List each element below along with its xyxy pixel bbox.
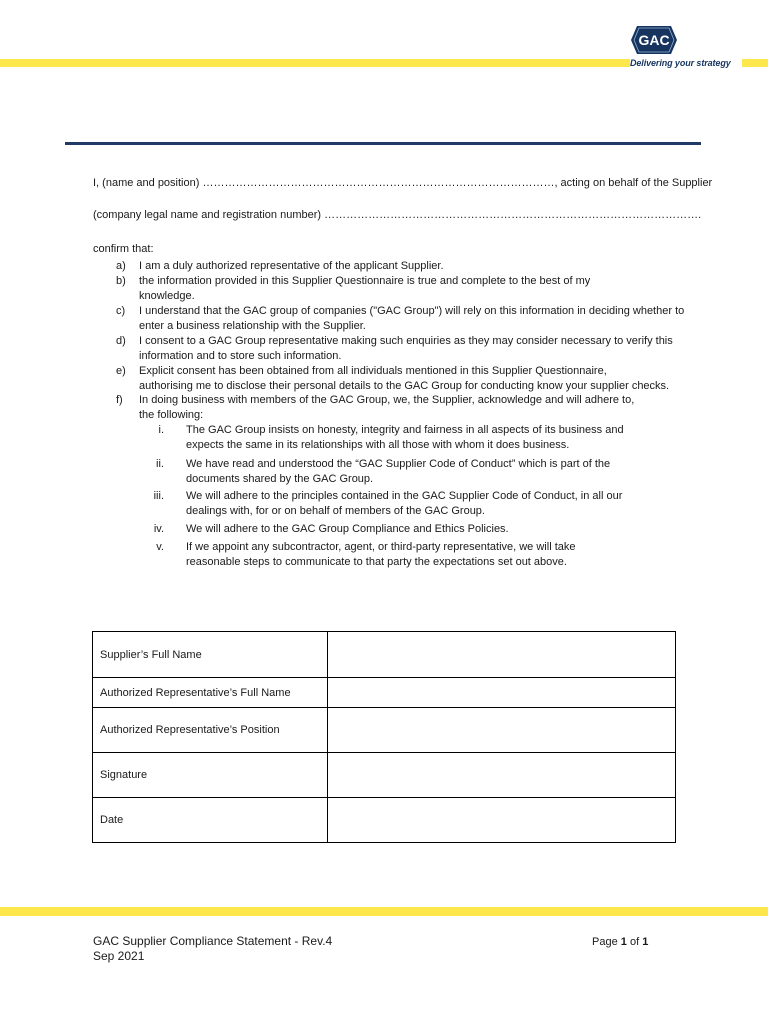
sub-list-item-text: expects the same in its relationships with all those with whom it does business.	[186, 439, 570, 451]
sub-list-item-text: reasonable steps to communicate to that party the expectations set out above.	[186, 556, 567, 568]
logo-text: GAC	[638, 32, 670, 48]
row-label: Authorized Representative’s Position	[93, 708, 328, 753]
list-item-text: I am a duly authorized representative of the applicant Supplier.	[139, 260, 444, 272]
list-item-text: I consent to a GAC Group representative making such enquiries as they may consider necessary to verify this	[139, 335, 673, 347]
list-item-text: enter a business relationship with the Supplier.	[139, 320, 366, 332]
sub-list-item-text: documents shared by the GAC Group.	[186, 473, 374, 485]
footer-title: GAC Supplier Compliance Statement - Rev.4	[93, 934, 333, 948]
confirm-heading: confirm that:	[93, 243, 154, 255]
footer-document-info	[93, 934, 332, 964]
list-marker: a)	[116, 260, 126, 272]
page-prefix: Page	[592, 936, 618, 948]
row-label: Signature	[93, 753, 328, 798]
list-item-text: authorising me to disclose their personal details to the GAC Group for conducting know your supplier checks.	[139, 380, 670, 392]
list-item-text: In doing business with members of the GAC Group, we, the Supplier, acknowledge and will adhere to,	[139, 394, 635, 406]
table-row	[93, 632, 676, 678]
sub-list-item-text: The GAC Group insists on honesty, integrity and fairness in all aspects of its business and	[186, 424, 624, 436]
list-item-text: information and to store such information.	[139, 350, 342, 362]
table-row	[93, 798, 676, 843]
table-row	[93, 708, 676, 753]
representative-full-name-field[interactable]	[328, 678, 676, 708]
page-number	[592, 935, 648, 949]
sub-list-item-text: We will adhere to the GAC Group Compliance and Ethics Policies.	[186, 523, 509, 535]
sub-list-marker: v.	[156, 541, 164, 553]
representative-position-field[interactable]	[328, 708, 676, 753]
date-field[interactable]	[328, 798, 676, 843]
signature-field[interactable]	[328, 753, 676, 798]
sub-list-item-text: If we appoint any subcontractor, agent, or third-party representative, we will take	[186, 541, 576, 553]
table-row	[93, 753, 676, 798]
page-total: 1	[642, 936, 649, 948]
sub-list-marker: ii.	[156, 458, 164, 470]
list-item-text: Explicit consent has been obtained from all individuals mentioned in this Supplier Questionnaire,	[139, 365, 607, 377]
footer-date: Sep 2021	[93, 949, 145, 963]
sub-list-item-text: We have read and understood the “GAC Supplier Code of Conduct” which is part of the	[186, 458, 611, 470]
sub-list-item-text: We will adhere to the principles contained in the GAC Supplier Code of Conduct, in all our	[186, 490, 623, 502]
footer-yellow-band	[0, 907, 768, 916]
list-item-text: the information provided in this Supplier Questionnaire is true and complete to the best of my	[139, 275, 591, 287]
sub-list-marker: iv.	[153, 523, 164, 535]
list-marker: f)	[116, 394, 123, 406]
sub-list-marker: iii.	[153, 490, 164, 502]
name-position-line: I, (name and position) ……………………………………………………………………………………, acting on behalf of the Supplier	[93, 177, 713, 189]
sub-list-marker: i.	[158, 424, 164, 436]
header-divider	[65, 142, 701, 145]
list-item-text: the following:	[139, 409, 204, 421]
page-of: of	[629, 936, 640, 948]
list-item-text: knowledge.	[139, 290, 195, 302]
gac-logo	[631, 24, 677, 56]
row-label: Date	[93, 798, 328, 843]
list-marker: b)	[116, 275, 126, 287]
table-row	[93, 678, 676, 708]
supplier-details-table	[92, 631, 676, 843]
list-marker: d)	[116, 335, 126, 347]
list-marker: e)	[116, 365, 126, 377]
page-current: 1	[620, 936, 627, 948]
sub-list-item-text: dealings with, for or on behalf of members of the GAC Group.	[186, 505, 485, 517]
list-item-text: I understand that the GAC group of companies ("GAC Group") will rely on this information in deciding whether to	[139, 305, 685, 317]
list-marker: c)	[116, 305, 126, 317]
logo-tagline: Delivering your strategy	[630, 58, 742, 69]
company-line: (company legal name and registration number) ………………………………………………………………………………………….	[93, 209, 702, 221]
row-label: Authorized Representative’s Full Name	[93, 678, 328, 708]
supplier-full-name-field[interactable]	[328, 632, 676, 678]
row-label: Supplier’s Full Name	[93, 632, 328, 678]
